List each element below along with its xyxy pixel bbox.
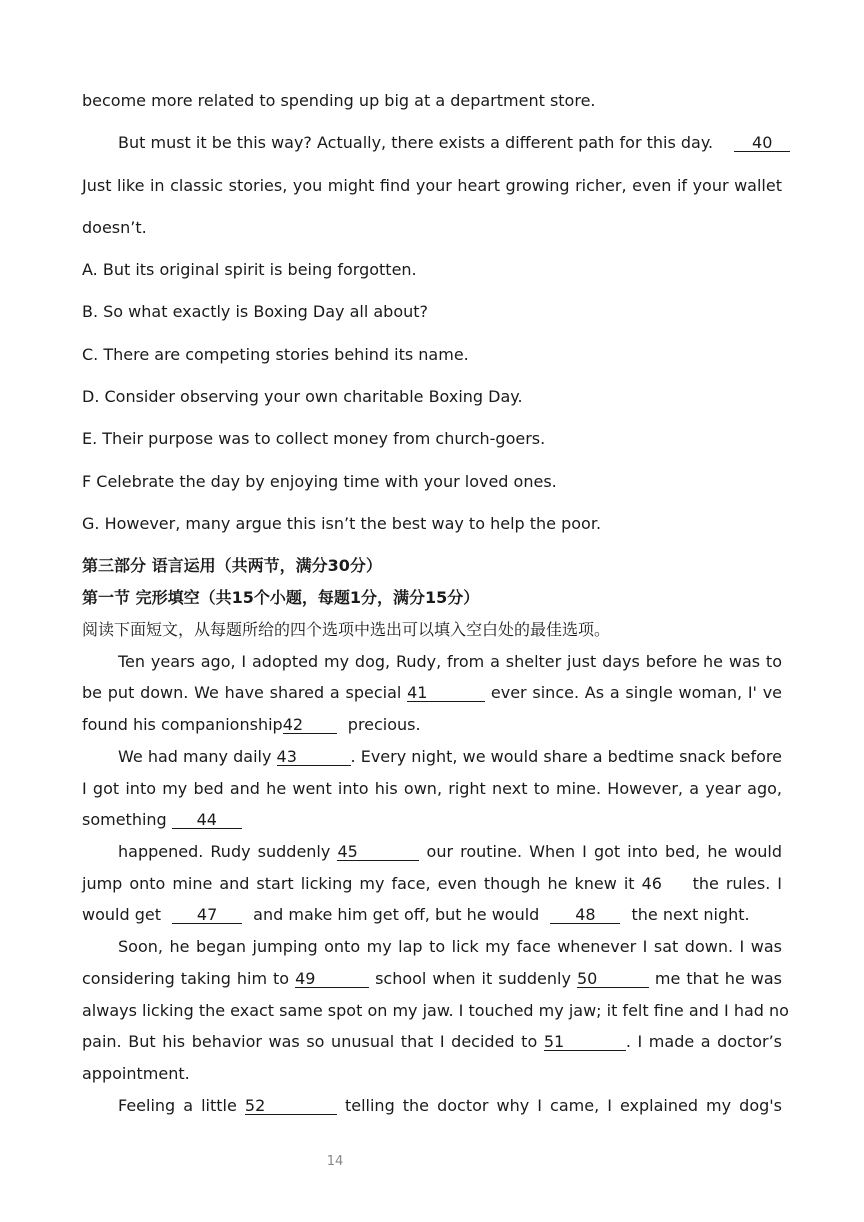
cloze-line: Ten years ago, I adopted my dog, Rudy, from a shelter just days before he was to bbox=[118, 652, 782, 671]
cloze-text: Feeling a little bbox=[118, 1096, 237, 1115]
cloze-line bbox=[82, 905, 782, 925]
cloze-text: be put down. We have shared a special bbox=[82, 683, 402, 702]
option-a: A. But its original spirit is being forgotten. bbox=[82, 260, 417, 279]
passage-line: doesn’t. bbox=[82, 218, 147, 237]
blank-40: 40 bbox=[734, 134, 790, 152]
blank-52: 52 bbox=[245, 1097, 337, 1115]
blank-43: 43 bbox=[277, 748, 351, 766]
cloze-line bbox=[82, 969, 782, 989]
cloze-text: ever since. As a single woman, I' ve bbox=[490, 683, 783, 702]
cloze-text: the next night. bbox=[631, 905, 750, 924]
blank-47: 47 bbox=[172, 906, 242, 924]
blank-44: 44 bbox=[172, 811, 242, 829]
option-e: E. Their purpose was to collect money from church-goers. bbox=[82, 429, 546, 448]
passage-line: become more related to spending up big at a department store. bbox=[82, 91, 596, 110]
cloze-line bbox=[118, 747, 782, 767]
cloze-line bbox=[82, 810, 782, 830]
cloze-line bbox=[118, 1096, 782, 1116]
cloze-text: our routine. When I got into bed, he would bbox=[426, 842, 783, 861]
cloze-text: considering taking him to bbox=[82, 969, 290, 988]
cloze-text: precious. bbox=[347, 715, 421, 734]
cloze-line bbox=[82, 683, 782, 703]
cloze-text: something bbox=[82, 810, 167, 829]
cloze-line bbox=[82, 1032, 782, 1052]
option-c: C. There are competing stories behind its name. bbox=[82, 345, 469, 364]
cloze-text: telling the doctor why I came, I explained my dog's bbox=[344, 1096, 783, 1115]
blank-46: 46 bbox=[641, 874, 662, 893]
cloze-text: found his companionship bbox=[82, 715, 283, 734]
cloze-text: We had many daily bbox=[118, 747, 272, 766]
page-number: 14 bbox=[326, 1154, 344, 1169]
part-title: 第三部分 语言运用（共两节，满分30分） bbox=[82, 556, 382, 575]
blank-51: 51 bbox=[544, 1033, 626, 1051]
instruction: 阅读下面短文，从每题所给的四个选项中选出可以填入空白处的最佳选项。 bbox=[82, 620, 611, 639]
passage-line bbox=[118, 133, 790, 153]
blank-49: 49 bbox=[295, 970, 369, 988]
blank-42: 42 bbox=[283, 716, 337, 734]
cloze-line: always licking the exact same spot on my jaw. I touched my jaw; it felt fine and I had no bbox=[82, 1001, 789, 1020]
cloze-line: I got into my bed and he went into his own, right next to mine. However, a year ago, bbox=[82, 779, 782, 798]
option-g: G. However, many argue this isn’t the best way to help the poor. bbox=[82, 514, 602, 533]
cloze-text: the rules. I bbox=[692, 874, 782, 893]
blank-50: 50 bbox=[577, 970, 649, 988]
cloze-line bbox=[118, 842, 782, 862]
passage-line: Just like in classic stories, you might find your heart growing richer, even if your wallet bbox=[82, 176, 782, 195]
cloze-line bbox=[82, 874, 782, 894]
cloze-text: pain. But his behavior was so unusual that I decided to bbox=[82, 1032, 538, 1051]
option-d: D. Consider observing your own charitable Boxing Day. bbox=[82, 387, 523, 406]
cloze-text: school when it suddenly bbox=[375, 969, 571, 988]
cloze-text: would get bbox=[82, 905, 161, 924]
passage-text: But must it be this way? Actually, there exists a different path for this day. bbox=[118, 133, 714, 152]
cloze-text: happened. Rudy suddenly bbox=[118, 842, 331, 861]
cloze-line: Soon, he began jumping onto my lap to lick my face whenever I sat down. I was bbox=[118, 937, 782, 956]
cloze-text: . I made a doctor’s bbox=[625, 1032, 782, 1051]
blank-41: 41 bbox=[407, 684, 485, 702]
cloze-text: jump onto mine and start licking my face, even though he knew it bbox=[82, 874, 635, 893]
blank-45: 45 bbox=[337, 843, 419, 861]
cloze-line: appointment. bbox=[82, 1064, 190, 1083]
cloze-text: and make him get off, but he would bbox=[253, 905, 540, 924]
cloze-line bbox=[82, 715, 782, 735]
cloze-text: . Every night, we would share a bedtime snack before bbox=[350, 747, 782, 766]
blank-48: 48 bbox=[550, 906, 620, 924]
cloze-text: me that he was bbox=[654, 969, 783, 988]
option-b: B. So what exactly is Boxing Day all about? bbox=[82, 302, 429, 321]
section-title: 第一节 完形填空（共15个小题，每题1分，满分15分） bbox=[82, 588, 480, 607]
option-f: F Celebrate the day by enjoying time with your loved ones. bbox=[82, 472, 557, 491]
